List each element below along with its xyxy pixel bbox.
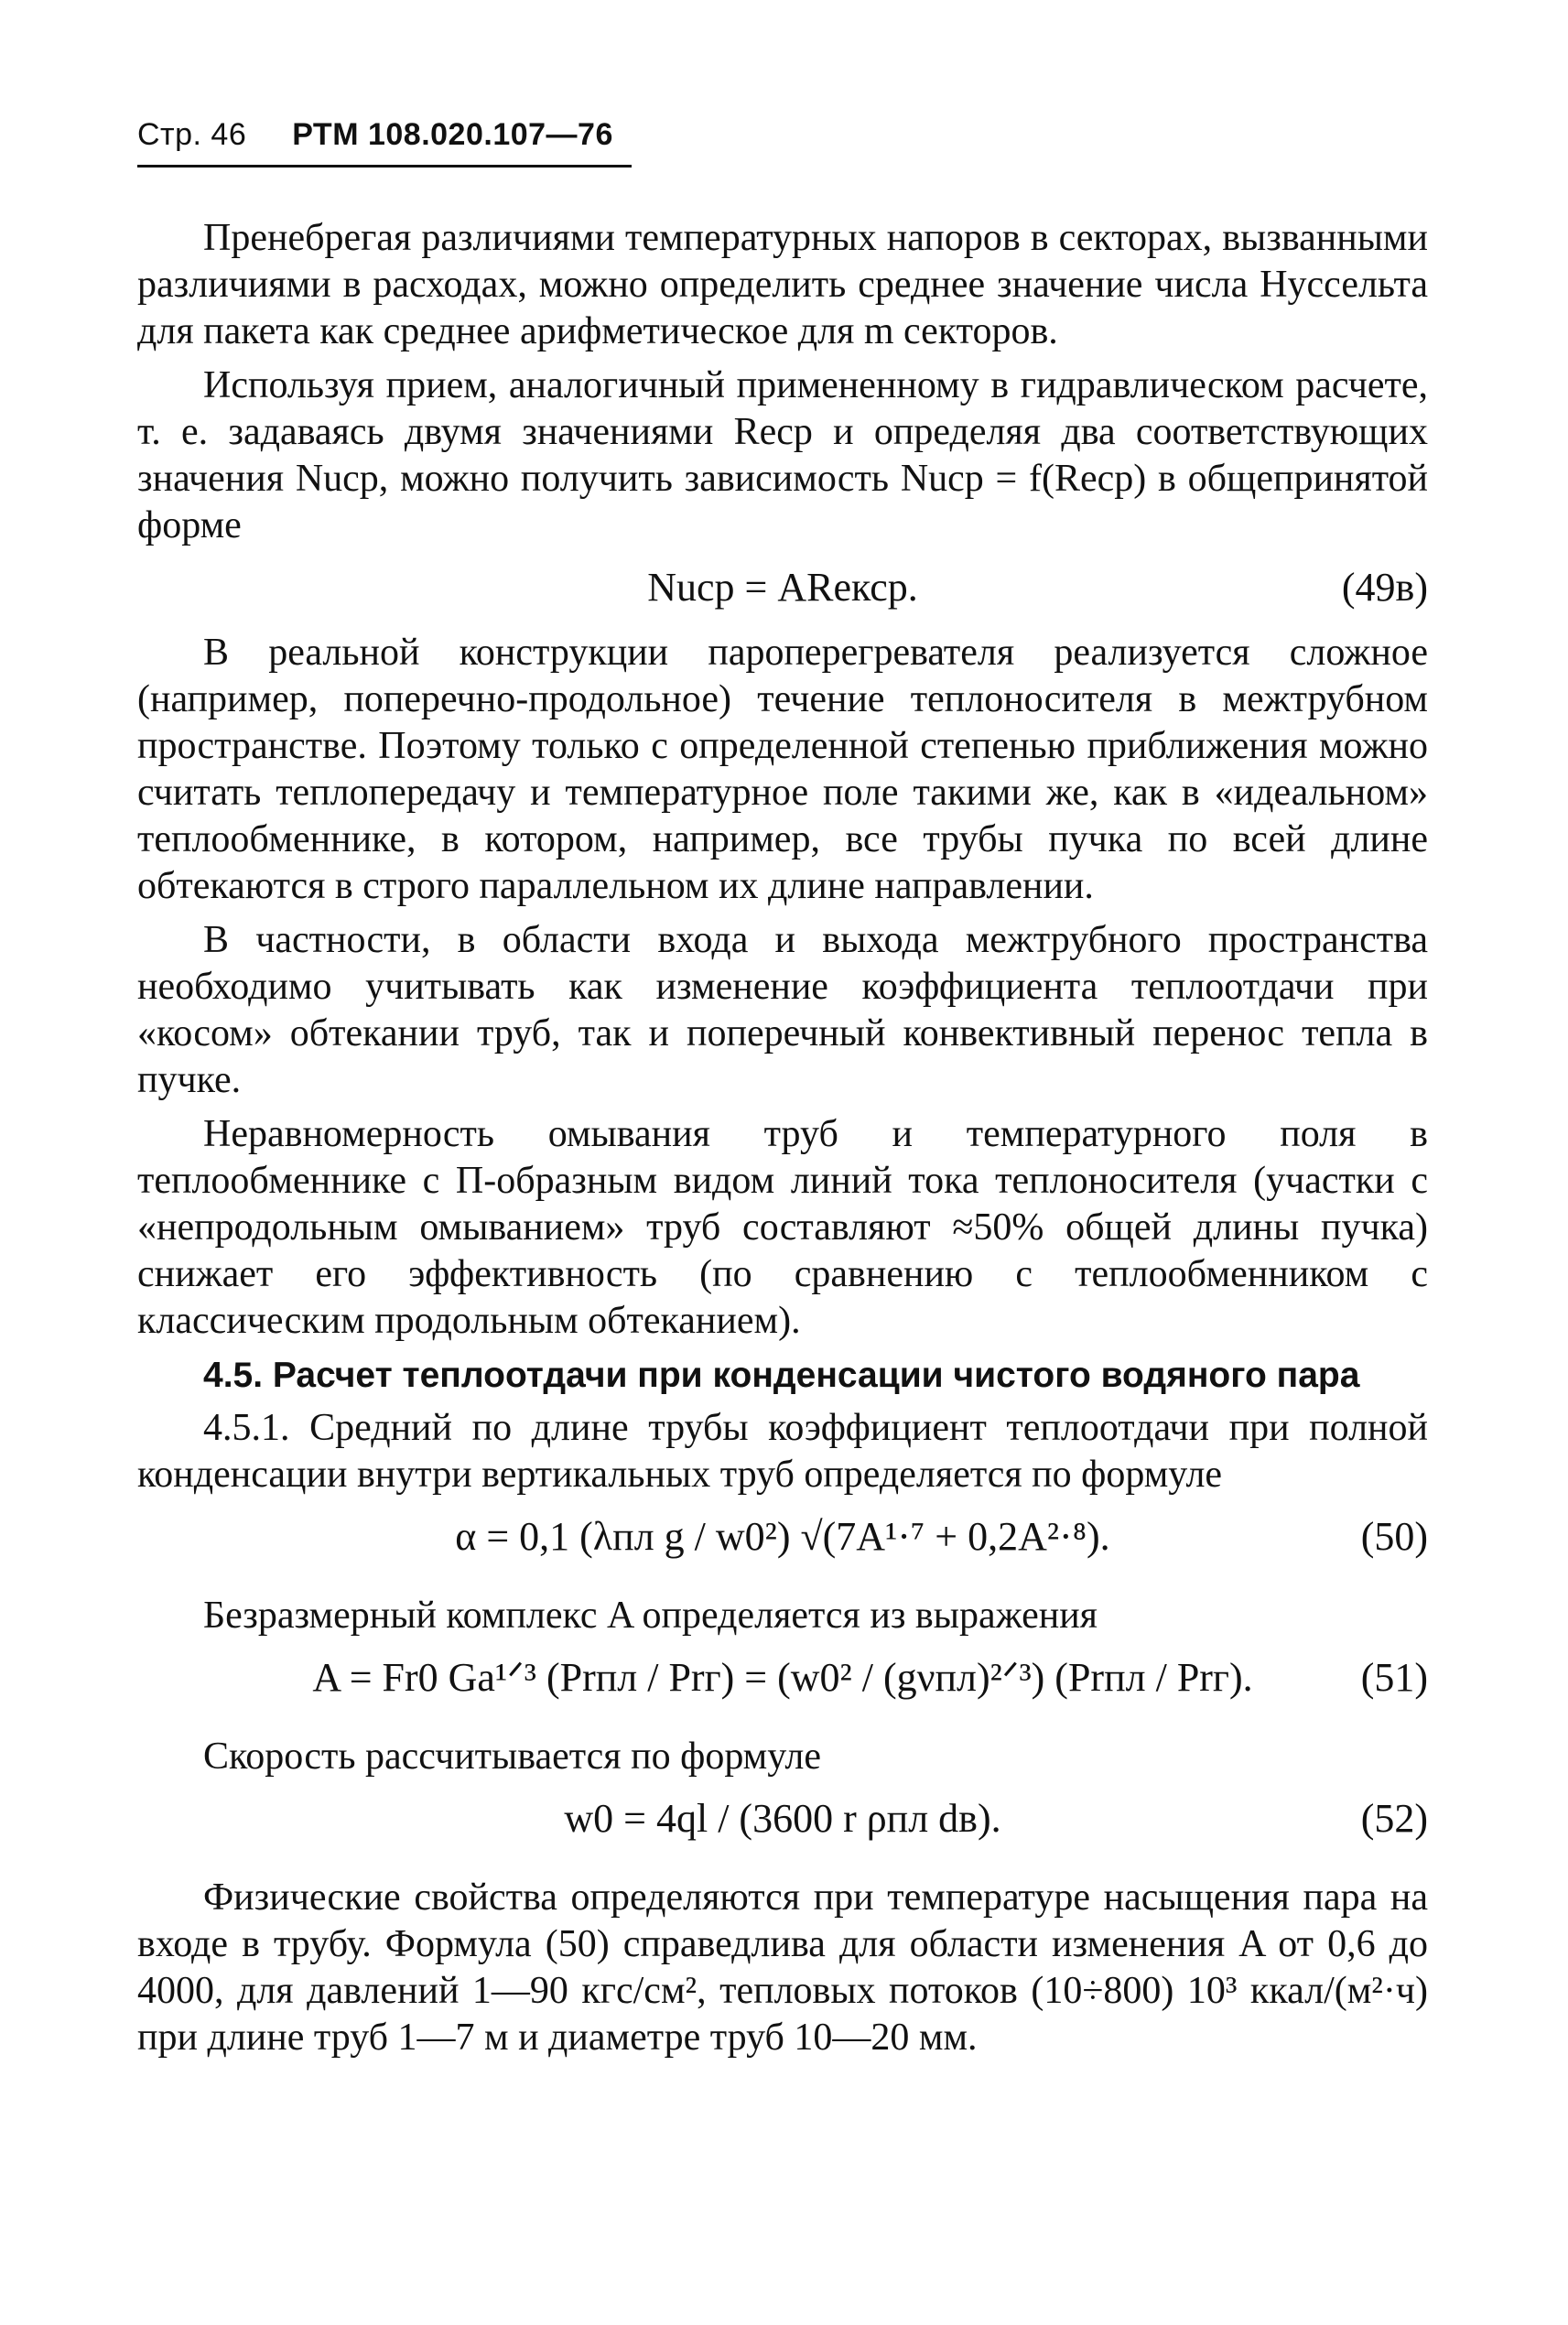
formula-51-number: (51) bbox=[1360, 1655, 1428, 1700]
page-number: Стр. 46 bbox=[137, 117, 247, 152]
header-rule bbox=[137, 165, 632, 168]
formula-50-expression: α = 0,1 (λпл g / w0²) √(7A¹·⁷ + 0,2A²·⁸). bbox=[455, 1514, 1110, 1559]
page-header bbox=[137, 117, 632, 153]
formula-52-expression: w0 = 4ql / (3600 r ρпл dв). bbox=[564, 1796, 1001, 1841]
document-code: РТМ 108.020.107—76 bbox=[292, 117, 613, 152]
formula-50 bbox=[137, 1506, 1428, 1593]
paragraph-2: Используя прием, аналогичный примененному в гидравлическом расчете, т. е. задаваясь двумя значениями Reср и определяя два соответствующих значения Nuср, можно получить зависимость Nuср = f(Reср) в общепринятой форме bbox=[137, 364, 1428, 546]
paragraph-7: Безразмерный комплекс A определяется из выражения bbox=[203, 1595, 1098, 1637]
formula-49v-expression: Nuср = AReкср. bbox=[647, 565, 918, 610]
page-body bbox=[137, 215, 1428, 2069]
paragraph-3: В реальной конструкции пароперегревателя реализуется сложное (например, поперечно-продольное) течение теплоносителя в межтрубном пространстве. Поэтому только с определенной степенью приближения можно считать теплопередачу и температурное поле такими же, как в «идеальном» теплообменнике, в котором, например, все трубы пучка по всей длине обтекаются в строго параллельном их длине направлении. bbox=[137, 632, 1428, 907]
paragraph-4: В частности, в области входа и выхода межтрубного пространства необходимо учитывать как изменение коэффициента теплоотдачи при «косом» обтекании труб, так и поперечный конвективный перенос тепла в пучке. bbox=[137, 919, 1428, 1101]
paragraph-6: 4.5.1. Средний по длине трубы коэффициент теплоотдачи при полной конденсации внутри вертикальных труб определяется по формуле bbox=[137, 1407, 1428, 1496]
paragraph-1: Пренебрегая различиями температурных напоров в секторах, вызванными различиями в расходах, можно определить среднее значение числа Нуссельта для пакета как среднее арифметическое для m секторов. bbox=[137, 217, 1428, 352]
paragraph-9: Физические свойства определяются при температуре насыщения пара на входе в трубу. Формула (50) справедлива для области изменения A от 0,6 до 4000, для давлений 1—90 кгс/см², тепловых потоков (10÷800) 10³ ккал/(м²·ч) при длине труб 1—7 м и диаметре труб 10—20 мм. bbox=[137, 1876, 1428, 2059]
paragraph-5: Неравномерность омывания труб и температурного поля в теплообменнике с П-образным видом линий тока теплоносителя (участки с «непродольным омыванием» труб составляют ≈50% общей длины пучка) снижает его эффективность (по сравнению с теплообменником с классическим продольным обтеканием). bbox=[137, 1113, 1428, 1342]
formula-49v-number: (49в) bbox=[1341, 565, 1428, 610]
formula-52-number: (52) bbox=[1360, 1796, 1428, 1841]
formula-51 bbox=[137, 1647, 1428, 1734]
formula-49v bbox=[137, 557, 1428, 630]
paragraph-8: Скорость рассчитывается по формуле bbox=[203, 1736, 822, 1778]
formula-51-expression: A = Fr0 Ga¹ᐟ³ (Prпл / Prг) = (w0² / (gνпл)²ᐟ³) (Prпл / Prг). bbox=[312, 1655, 1253, 1700]
formula-52 bbox=[137, 1788, 1428, 1875]
section-heading-4-5: 4.5. Расчет теплоотдачи при конденсации чистого водяного пара bbox=[203, 1356, 1360, 1395]
formula-50-number: (50) bbox=[1360, 1514, 1428, 1559]
